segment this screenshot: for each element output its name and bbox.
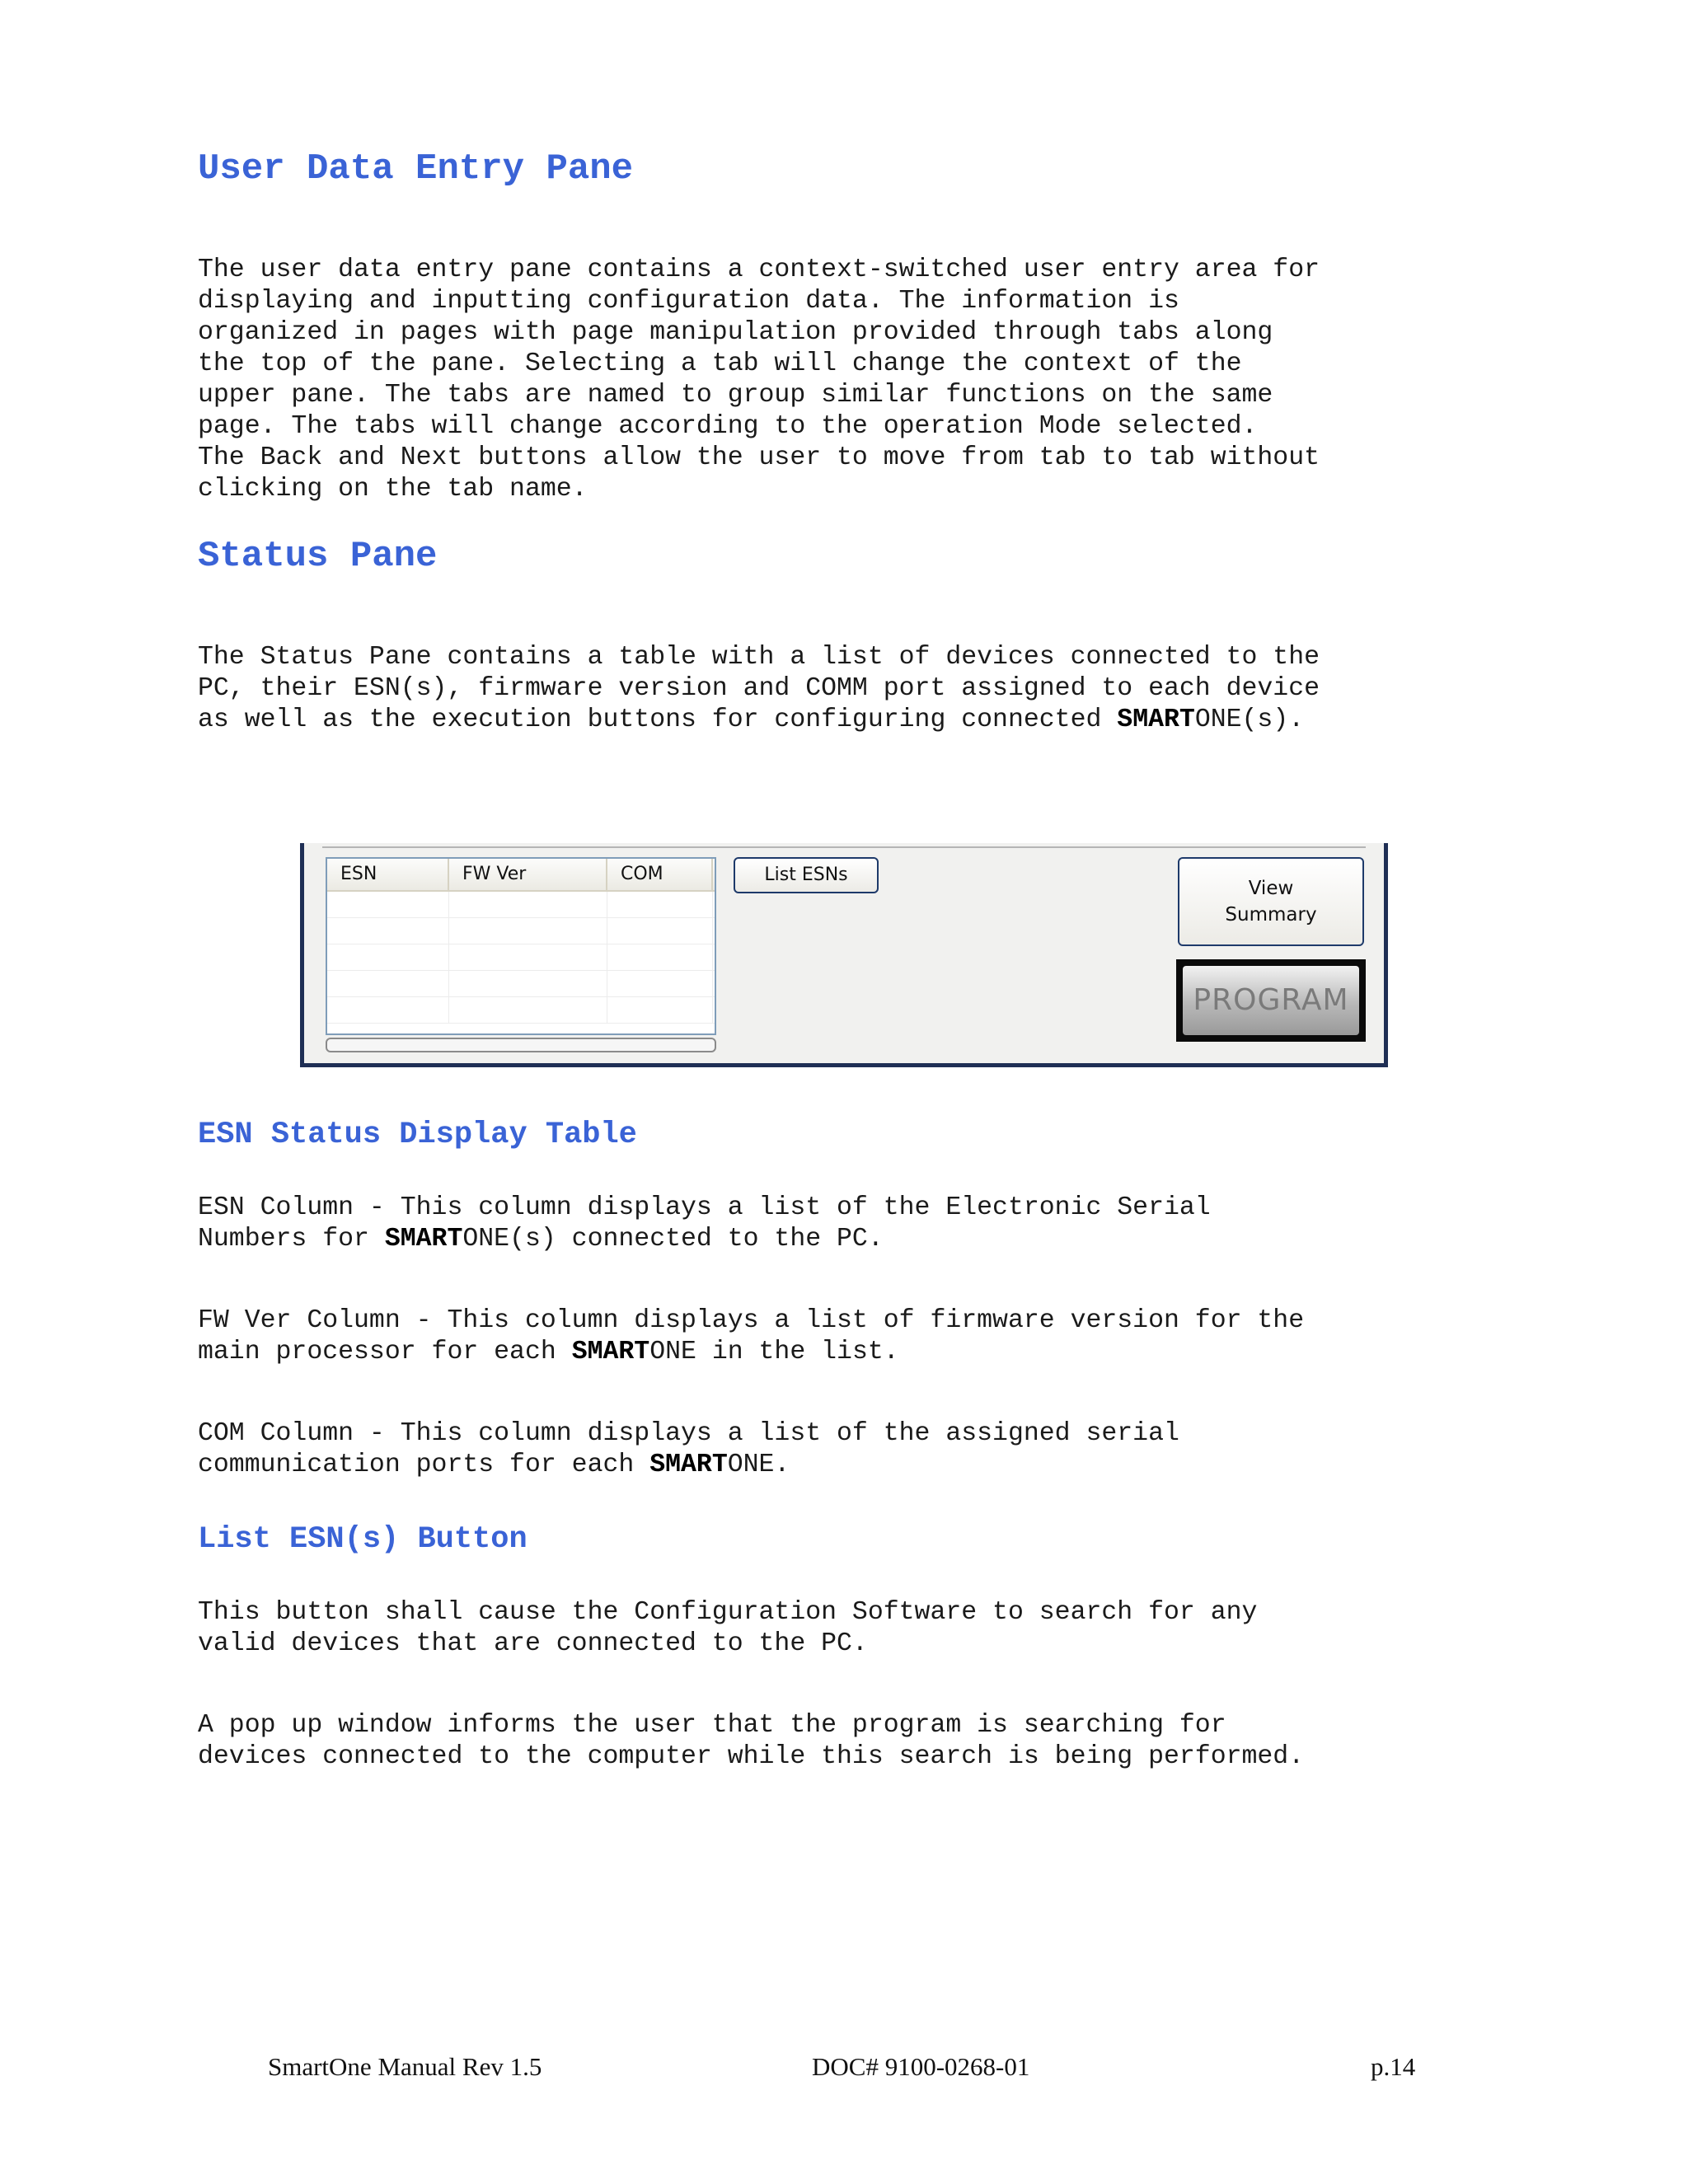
table-row[interactable] [327, 997, 715, 1024]
com-column-desc [198, 1418, 1484, 1481]
esn-text-after: ONE(s) connected to the PC. [462, 1225, 884, 1254]
fw-text-after: ONE in the list. [649, 1338, 899, 1366]
section-title-list-esn-button: List ESN(s) Button [198, 1522, 528, 1557]
list-esn-body-2: A pop up window informs the user that the program is searching for devices connected to the computer while this search is being performed. [198, 1711, 1305, 1771]
brand-bold: SMART [1117, 705, 1195, 734]
table-row[interactable] [327, 918, 715, 944]
esn-column-desc [198, 1193, 1484, 1255]
divider [322, 846, 1366, 848]
footer-center: DOC# 9100-0268-01 [812, 2052, 1030, 2081]
list-esns-button[interactable]: List ESNs [734, 857, 879, 893]
esn-text: ESN Column - This column displays a list of the Electronic Serial Numbers for [198, 1193, 1211, 1254]
user-data-entry-body: The user data entry pane contains a context-switched user entry area for displaying and inputting configuration data. The information is organized in pages with page manipulation provided through tabs along the top of the pane. Selecting a tab will change the context of the upper pane. The tabs are named to group similar functions on the same page. The tabs will change according to the operation Mode selected. The Back and Next buttons allow the user to move from tab to tab without clicking on the tab name. [198, 255, 1320, 504]
section-title-user-data-entry: User Data Entry Pane [198, 148, 634, 190]
com-text-after: ONE. [727, 1451, 790, 1479]
column-header-com[interactable]: COM [607, 859, 713, 890]
footer-left: SmartOne Manual Rev 1.5 [268, 2052, 542, 2081]
horizontal-scrollbar[interactable] [326, 1038, 716, 1052]
fw-column-desc [198, 1305, 1484, 1368]
table-row[interactable] [327, 971, 715, 997]
view-summary-label-1: View [1248, 878, 1294, 899]
brand-bold: SMART [384, 1225, 463, 1254]
view-summary-label-2: Summary [1225, 904, 1317, 926]
brand-bold: SMART [571, 1338, 650, 1366]
section-title-status-pane: Status Pane [198, 536, 438, 577]
footer-page-number: p.14 [1371, 2052, 1416, 2081]
section-title-esn-table: ESN Status Display Table [198, 1118, 637, 1152]
program-button-label: PROGRAM [1183, 966, 1359, 1035]
status-pane-body [198, 642, 1484, 736]
table-header [327, 859, 715, 892]
column-header-fw-ver[interactable]: FW Ver [449, 859, 607, 890]
status-pane-screenshot [300, 843, 1388, 1067]
brand-rest: ONE(s). [1194, 705, 1305, 734]
brand-bold: SMART [649, 1451, 728, 1479]
table-row[interactable] [327, 944, 715, 971]
program-button[interactable] [1176, 959, 1366, 1042]
table-row[interactable] [327, 892, 715, 918]
list-esn-body-1: This button shall cause the Configuration Software to search for any valid devices that are connected to the PC. [198, 1598, 1258, 1658]
com-text: COM Column - This column displays a list of the assigned serial communication ports for each [198, 1419, 1179, 1479]
esn-table [326, 857, 716, 1035]
view-summary-button[interactable] [1178, 857, 1364, 946]
column-header-esn[interactable]: ESN [327, 859, 449, 890]
fw-text: FW Ver Column - This column displays a list of firmware version for the main processor for each [198, 1306, 1305, 1366]
status-pane-text: The Status Pane contains a table with a list of devices connected to the PC, their ESN(s), firmware version and COMM port assigned to each device as well as the execution buttons for configuring connected [198, 643, 1320, 734]
